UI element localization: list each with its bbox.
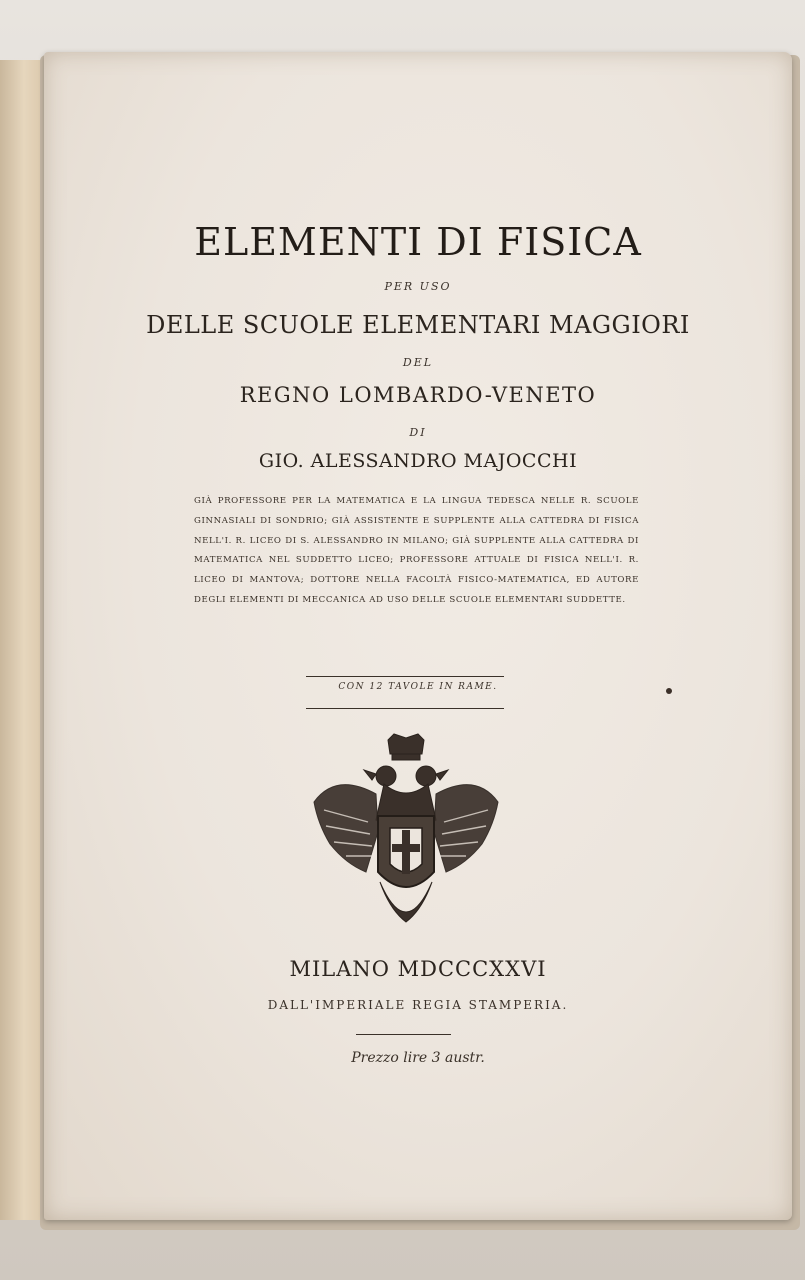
author-name: GIO. ALESSANDRO MAJOCCHI (258, 450, 578, 472)
plates-note: CON 12 TAVOLE IN RAME. (338, 682, 498, 692)
price: Prezzo lire 3 austr. (351, 1050, 485, 1066)
title-page (44, 52, 792, 1220)
subtitle-schools: DELLE SCUOLE ELEMENTARI MAGGIORI (146, 311, 690, 339)
subtitle-kingdom: REGNO LOMBARDO-VENETO (239, 383, 597, 407)
publication-place-year: MILANO MDCCCXXVI (289, 957, 547, 981)
rule-short (356, 1034, 451, 1035)
book-title: ELEMENTI DI FISICA (194, 220, 642, 264)
double-headed-eagle-emblem (306, 732, 506, 944)
rule-top (306, 676, 504, 677)
author-credentials: GIÀ PROFESSORE PER LA MATEMATICA E LA LINGUA TEDESCA NELLE R. SCUOLE GINNASIALI DI SONDRIO; GIÀ ASSISTENTE E SUPPLENTE ALLA CATTEDRA DI FISICA NELL'I. R. LICEO DI S. ALESSANDRO IN MILANO; GIÀ SUPPLENTE ALLA CATTEDRA DI MATEMATICA NEL SUDDETTO LICEO; PROFESSORE ATTUALE DI FISICA NELL'I. R. LICEO DI MANTOVA; DOTTORE NELLA FACOLTÀ FISICO-MATEMATICA, ED AUTORE DEGLI ELEMENTI DI MECCANICA AD USO DELLE SCUOLE ELEMENTARI SUDDETTE. (194, 496, 639, 605)
publisher: DALL'IMPERIALE REGIA STAMPERIA. (267, 998, 569, 1012)
paper-spot (666, 688, 672, 694)
connector-per-uso: PER USO (384, 280, 452, 293)
connector-di: DI (409, 426, 427, 439)
connector-del: DEL (402, 356, 434, 369)
rule-bottom (306, 708, 504, 709)
